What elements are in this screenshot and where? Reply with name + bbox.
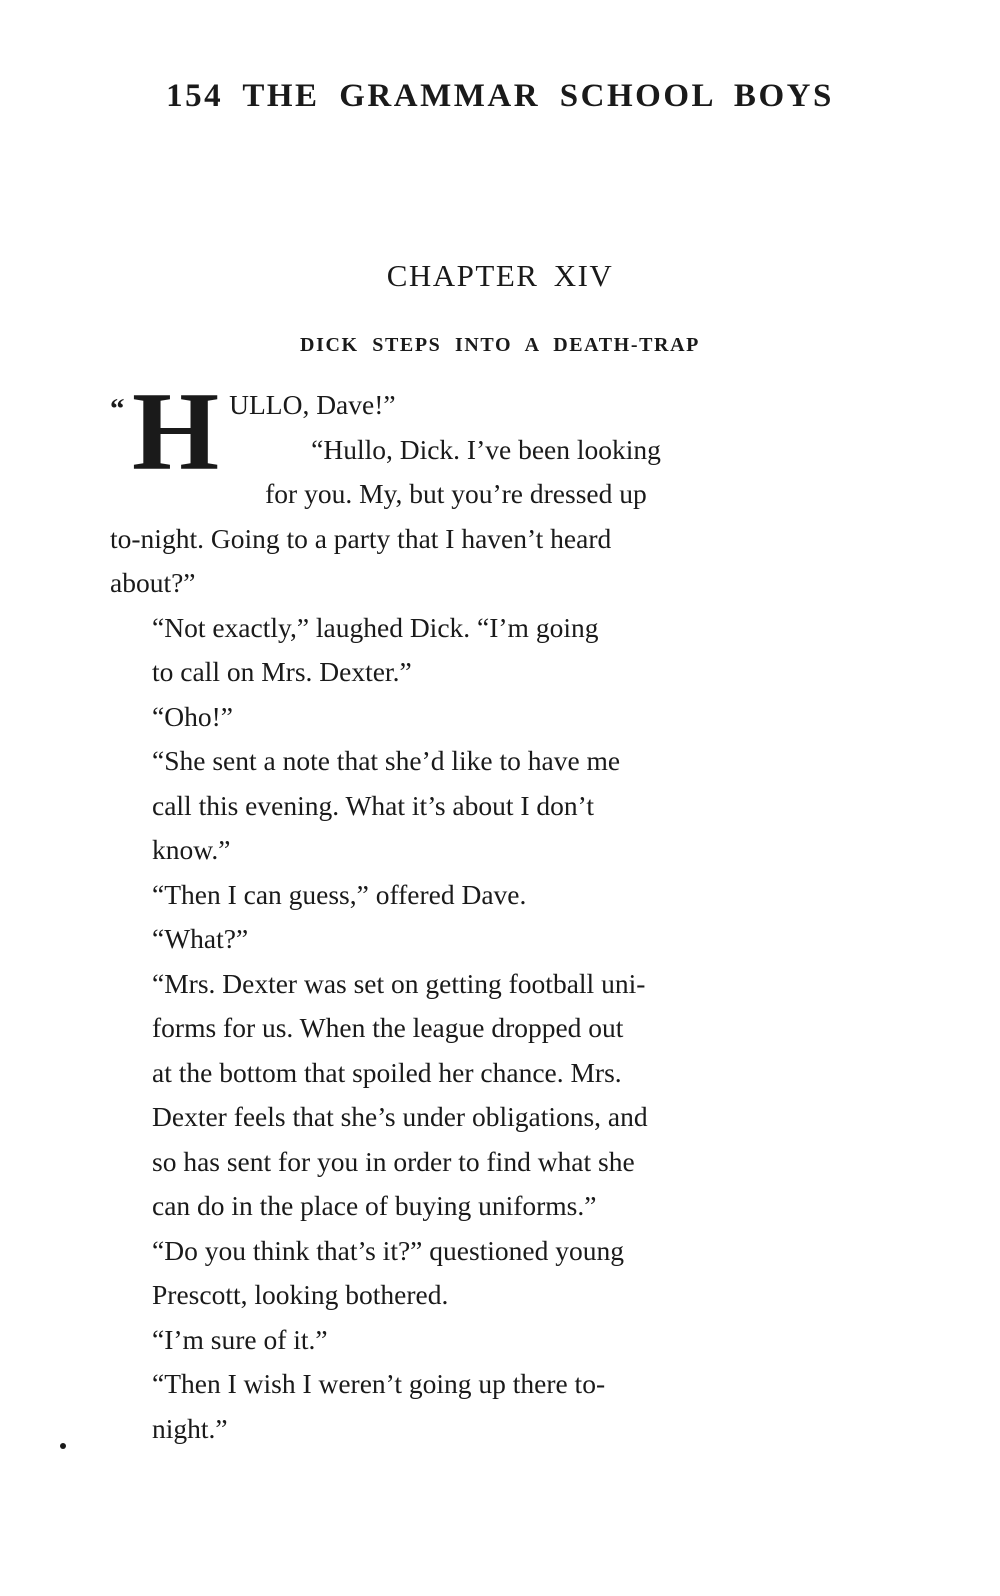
paragraph-lines bbox=[110, 606, 915, 695]
text-line: “I’m sure of it.” bbox=[152, 1323, 328, 1355]
text-line: “Mrs. Dexter was set on getting football uni- bbox=[152, 967, 646, 999]
text-line: at the bottom that spoiled her chance. Mrs. bbox=[152, 1056, 622, 1088]
paragraph-lines bbox=[110, 873, 915, 918]
text-line: “Not exactly,” laughed Dick. “I’m going bbox=[152, 611, 599, 643]
paragraph bbox=[110, 873, 915, 918]
opening-line-5: about?” bbox=[110, 567, 196, 598]
running-head: 154 THE GRAMMAR SCHOOL BOYS bbox=[166, 78, 834, 114]
paragraph-lines bbox=[110, 1229, 915, 1318]
paragraph bbox=[110, 606, 915, 695]
paragraph-lines bbox=[110, 695, 915, 740]
text-line: “What?” bbox=[152, 923, 249, 954]
text-line: night.” bbox=[152, 1412, 228, 1444]
text-line: can do in the place of buying uniforms.” bbox=[152, 1190, 597, 1221]
paragraph bbox=[110, 1362, 915, 1451]
text-line: “Then I can guess,” offered Dave. bbox=[152, 878, 527, 910]
chapter-title: DICK STEPS INTO A DEATH-TRAP bbox=[300, 334, 700, 356]
paragraph bbox=[110, 1229, 915, 1318]
text-line: so has sent for you in order to find what she bbox=[152, 1145, 635, 1177]
opening-line-3: for you. My, but you’re dressed up bbox=[265, 478, 647, 509]
paragraph-lines bbox=[110, 962, 915, 1229]
text-line: “Do you think that’s it?” questioned young bbox=[152, 1234, 625, 1266]
paragraph bbox=[110, 739, 915, 873]
drop-cap-letter: H bbox=[132, 370, 220, 494]
opening-line-4: to-night. Going to a party that I haven’t heard bbox=[110, 522, 612, 554]
page-speck-mark bbox=[60, 1443, 66, 1449]
text-line: Dexter feels that she’s under obligations, and bbox=[152, 1101, 648, 1132]
text-line: Prescott, looking bothered. bbox=[152, 1279, 449, 1310]
text-line: “Oho!” bbox=[152, 700, 233, 732]
text-line: to call on Mrs. Dexter.” bbox=[152, 656, 412, 687]
body-text bbox=[110, 370, 915, 1451]
paragraph-lines bbox=[110, 739, 915, 873]
paragraph bbox=[110, 695, 915, 740]
chapter-number: CHAPTER XIV bbox=[386, 258, 614, 293]
text-line: know.” bbox=[152, 834, 231, 865]
paragraph-lines bbox=[110, 1318, 915, 1363]
opening-line-2: “Hullo, Dick. I’ve been looking bbox=[311, 433, 661, 465]
paragraph-lines bbox=[110, 917, 915, 962]
text-line: call this evening. What it’s about I don’t bbox=[152, 789, 594, 821]
paragraph bbox=[110, 917, 915, 962]
opening-lines bbox=[110, 370, 915, 606]
opening-quote-mark: “ bbox=[110, 393, 125, 425]
paragraph bbox=[110, 1318, 915, 1363]
opening-line-1: ULLO, Dave!” bbox=[229, 389, 396, 420]
text-line: “Then I wish I weren’t going up there to- bbox=[152, 1368, 606, 1399]
text-line: “She sent a note that she’d like to have me bbox=[152, 745, 621, 776]
text-line: forms for us. When the league dropped out bbox=[152, 1012, 624, 1043]
paragraph-lines bbox=[110, 1362, 915, 1451]
paragraph bbox=[110, 962, 915, 1229]
opening-paragraph bbox=[110, 370, 915, 606]
